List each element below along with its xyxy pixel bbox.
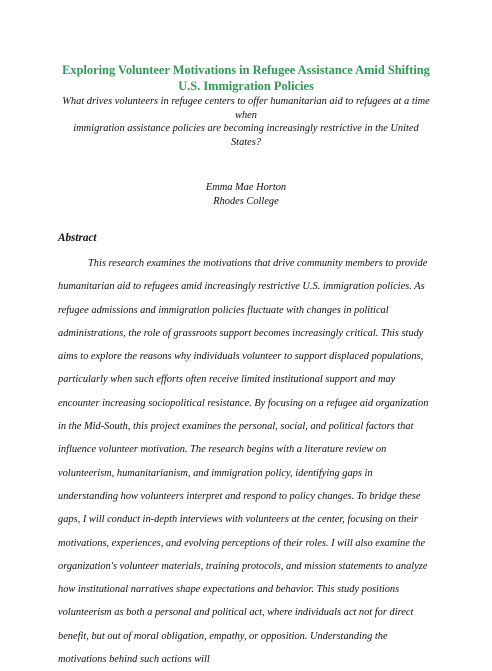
- abstract-heading: Abstract: [58, 232, 97, 244]
- research-question-line-2: immigration assistance policies are becoming increasingly restrictive in the United States?: [73, 123, 419, 148]
- author-name: Emma Mae Horton: [205, 182, 287, 193]
- author-block: [58, 181, 434, 208]
- abstract-paragraph: This research examines the motivations that drive community members to provide humanitarian aid to refugees amid increasingly restrictive U.S. immigration policies. As refugee admissions and immigration policies fluctuate with changes in political administrations, the role of grassroots support becomes increasingly critical. This study aims to explore the reasons why individuals volunteer to support displaced populations, particularly when such efforts often receive limited institutional support and may encounter increasing sociopolitical resistance. By focusing on a refugee aid organization in the Mid-South, this project examines the personal, social, and political factors that influence volunteer motivation. The research begins with a literature review on volunteerism, humanitarianism, and immigration policy, identifying gaps in understanding how volunteers interpret and respond to policy changes. To bridge these gaps, I will conduct in-depth interviews with volunteers at the center, focusing on their motivations, experiences, and evolving perceptions of their roles. I will also examine the organization's volunteer materials, training protocols, and mission statements to analyze how institutional narratives shape expectations and behavior. This study positions volunteerism as both a personal and political act, where individuals act not for direct benefit, but out of moral obligation, empathy, or opposition. Understanding the motivations behind such actions will: [58, 258, 429, 666]
- author-affiliation: Rhodes College: [213, 195, 279, 207]
- paper-title-line-2: U.S. Immigration Policies: [178, 79, 314, 93]
- paper-title-line-1: Exploring Volunteer Motivations in Refugee Assistance Amid Shifting: [62, 63, 430, 77]
- research-question-line-1: What drives volunteers in refugee centers to offer humanitarian aid to refugees at a time when: [62, 96, 430, 121]
- research-question: [58, 95, 434, 149]
- paper-title: [58, 62, 434, 94]
